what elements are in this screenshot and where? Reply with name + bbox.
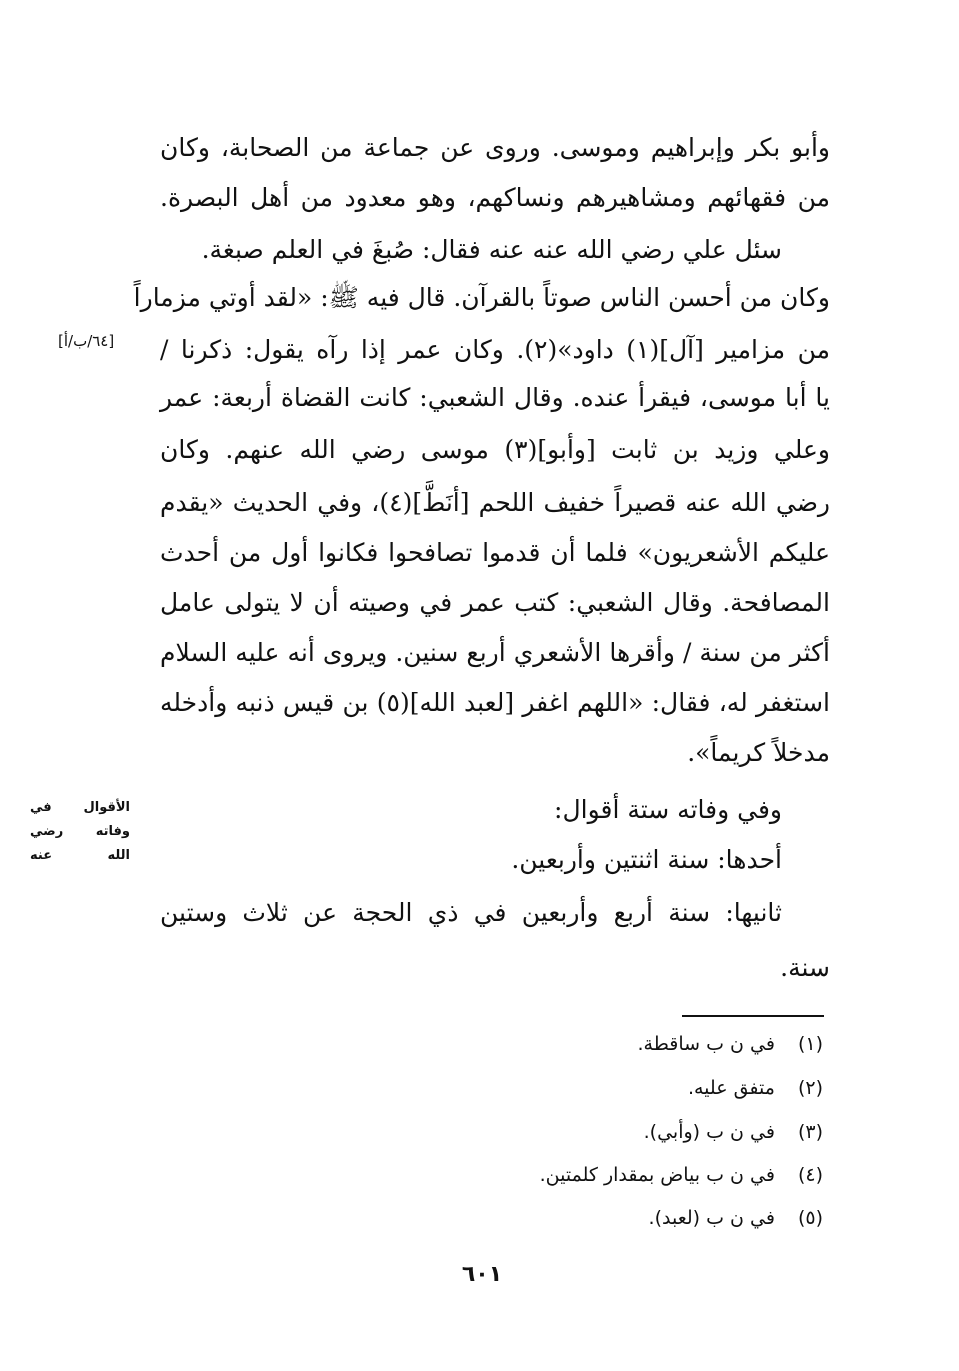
body-line: ثانيها: سنة أربع وأربعين في ذي الحجة عن ثلاث وستين xyxy=(160,898,782,927)
footnote-text: في ن ب ساقطة. xyxy=(637,1033,775,1055)
footnote xyxy=(323,1066,823,1110)
body-line: رضي الله عنه قصيراً خفيف اللحم [أنَطَّ](٤)، وفي الحديث «يقدم xyxy=(160,488,831,517)
page-number: ٦٠١ xyxy=(461,1262,503,1287)
footnote-text: في ن ب (وأبي). xyxy=(643,1121,775,1143)
body-line: يا أبا موسى، فيقرأ عنده. وقال الشعبي: كانت القضاة أربعة: عمر xyxy=(160,383,830,412)
footnote-number: (٤) xyxy=(797,1164,823,1186)
body-line: من فقهائهم ومشاهيرهم ونساكهم، وهو معدود من أهل البصرة. xyxy=(160,183,830,212)
footnote xyxy=(323,1196,823,1240)
body-line: سنة. xyxy=(780,953,830,982)
side-note-line: الأقوال في xyxy=(30,800,130,815)
body-line: وكان من أحسن الناس صوتاً بالقرآن. قال فيه ﷺ: «لقد أوتي مزماراً xyxy=(133,283,830,312)
body-line: وعلي وزيد بن ثابت [وأبو](٣) موسى رضي الله عنهم. وكان xyxy=(160,435,831,464)
body-line: وفي وفاته ستة أقوال: xyxy=(554,795,782,824)
footnote xyxy=(323,1022,823,1066)
manuscript-folio-reference: [٦٤/ب/أ] xyxy=(58,332,115,350)
footnote-separator xyxy=(682,1015,824,1017)
body-line: سئل علي رضي الله عنه عنه فقال: صُبغَ في العلم صبغة. xyxy=(201,235,782,264)
body-line: أكثر من سنة / وأقرها الأشعري أربع سنين. ويروى أنه عليه السلام xyxy=(160,638,830,667)
body-line: المصافحة. وقال الشعبي: كتب عمر في وصيته أن لا يتولى عامل xyxy=(160,588,830,617)
body-line: وأبو بكر وإبراهيم وموسى. وروى عن جماعة من الصحابة، وكان xyxy=(160,133,830,162)
footnote xyxy=(323,1153,823,1197)
footnote xyxy=(323,1110,823,1154)
footnote-text: في ن ب بياض بمقدار كلمتين. xyxy=(539,1164,775,1186)
margin-side-note xyxy=(30,796,130,868)
footnote-number: (٥) xyxy=(797,1207,823,1229)
side-note-line: وفاته رضي xyxy=(30,824,130,839)
body-line: مدخلاً كريماً». xyxy=(687,738,830,767)
body-line: من مزامير [آل](١) داود»(٢). وكان عمر إذا رآه يقول: ذكرنا / xyxy=(160,335,830,364)
footnote-number: (١) xyxy=(797,1033,823,1055)
body-line: أحدها: سنة اثنتين وأربعين. xyxy=(511,845,782,874)
footnote-text: في ن ب (لعبد). xyxy=(648,1207,775,1229)
body-line: استغفر له، فقال: «اللهم اغفر [لعبد الله](٥) بن قيس ذنبه وأدخله xyxy=(160,688,830,717)
footnote-number: (٣) xyxy=(797,1121,823,1143)
side-note-line: الله عنه xyxy=(30,848,130,863)
footnote-number: (٢) xyxy=(797,1077,823,1099)
body-line: عليكم الأشعريون» فلما أن قدموا تصافحوا فكانوا أول من أحدث xyxy=(160,538,830,567)
footnote-text: متفق عليه. xyxy=(687,1077,775,1099)
